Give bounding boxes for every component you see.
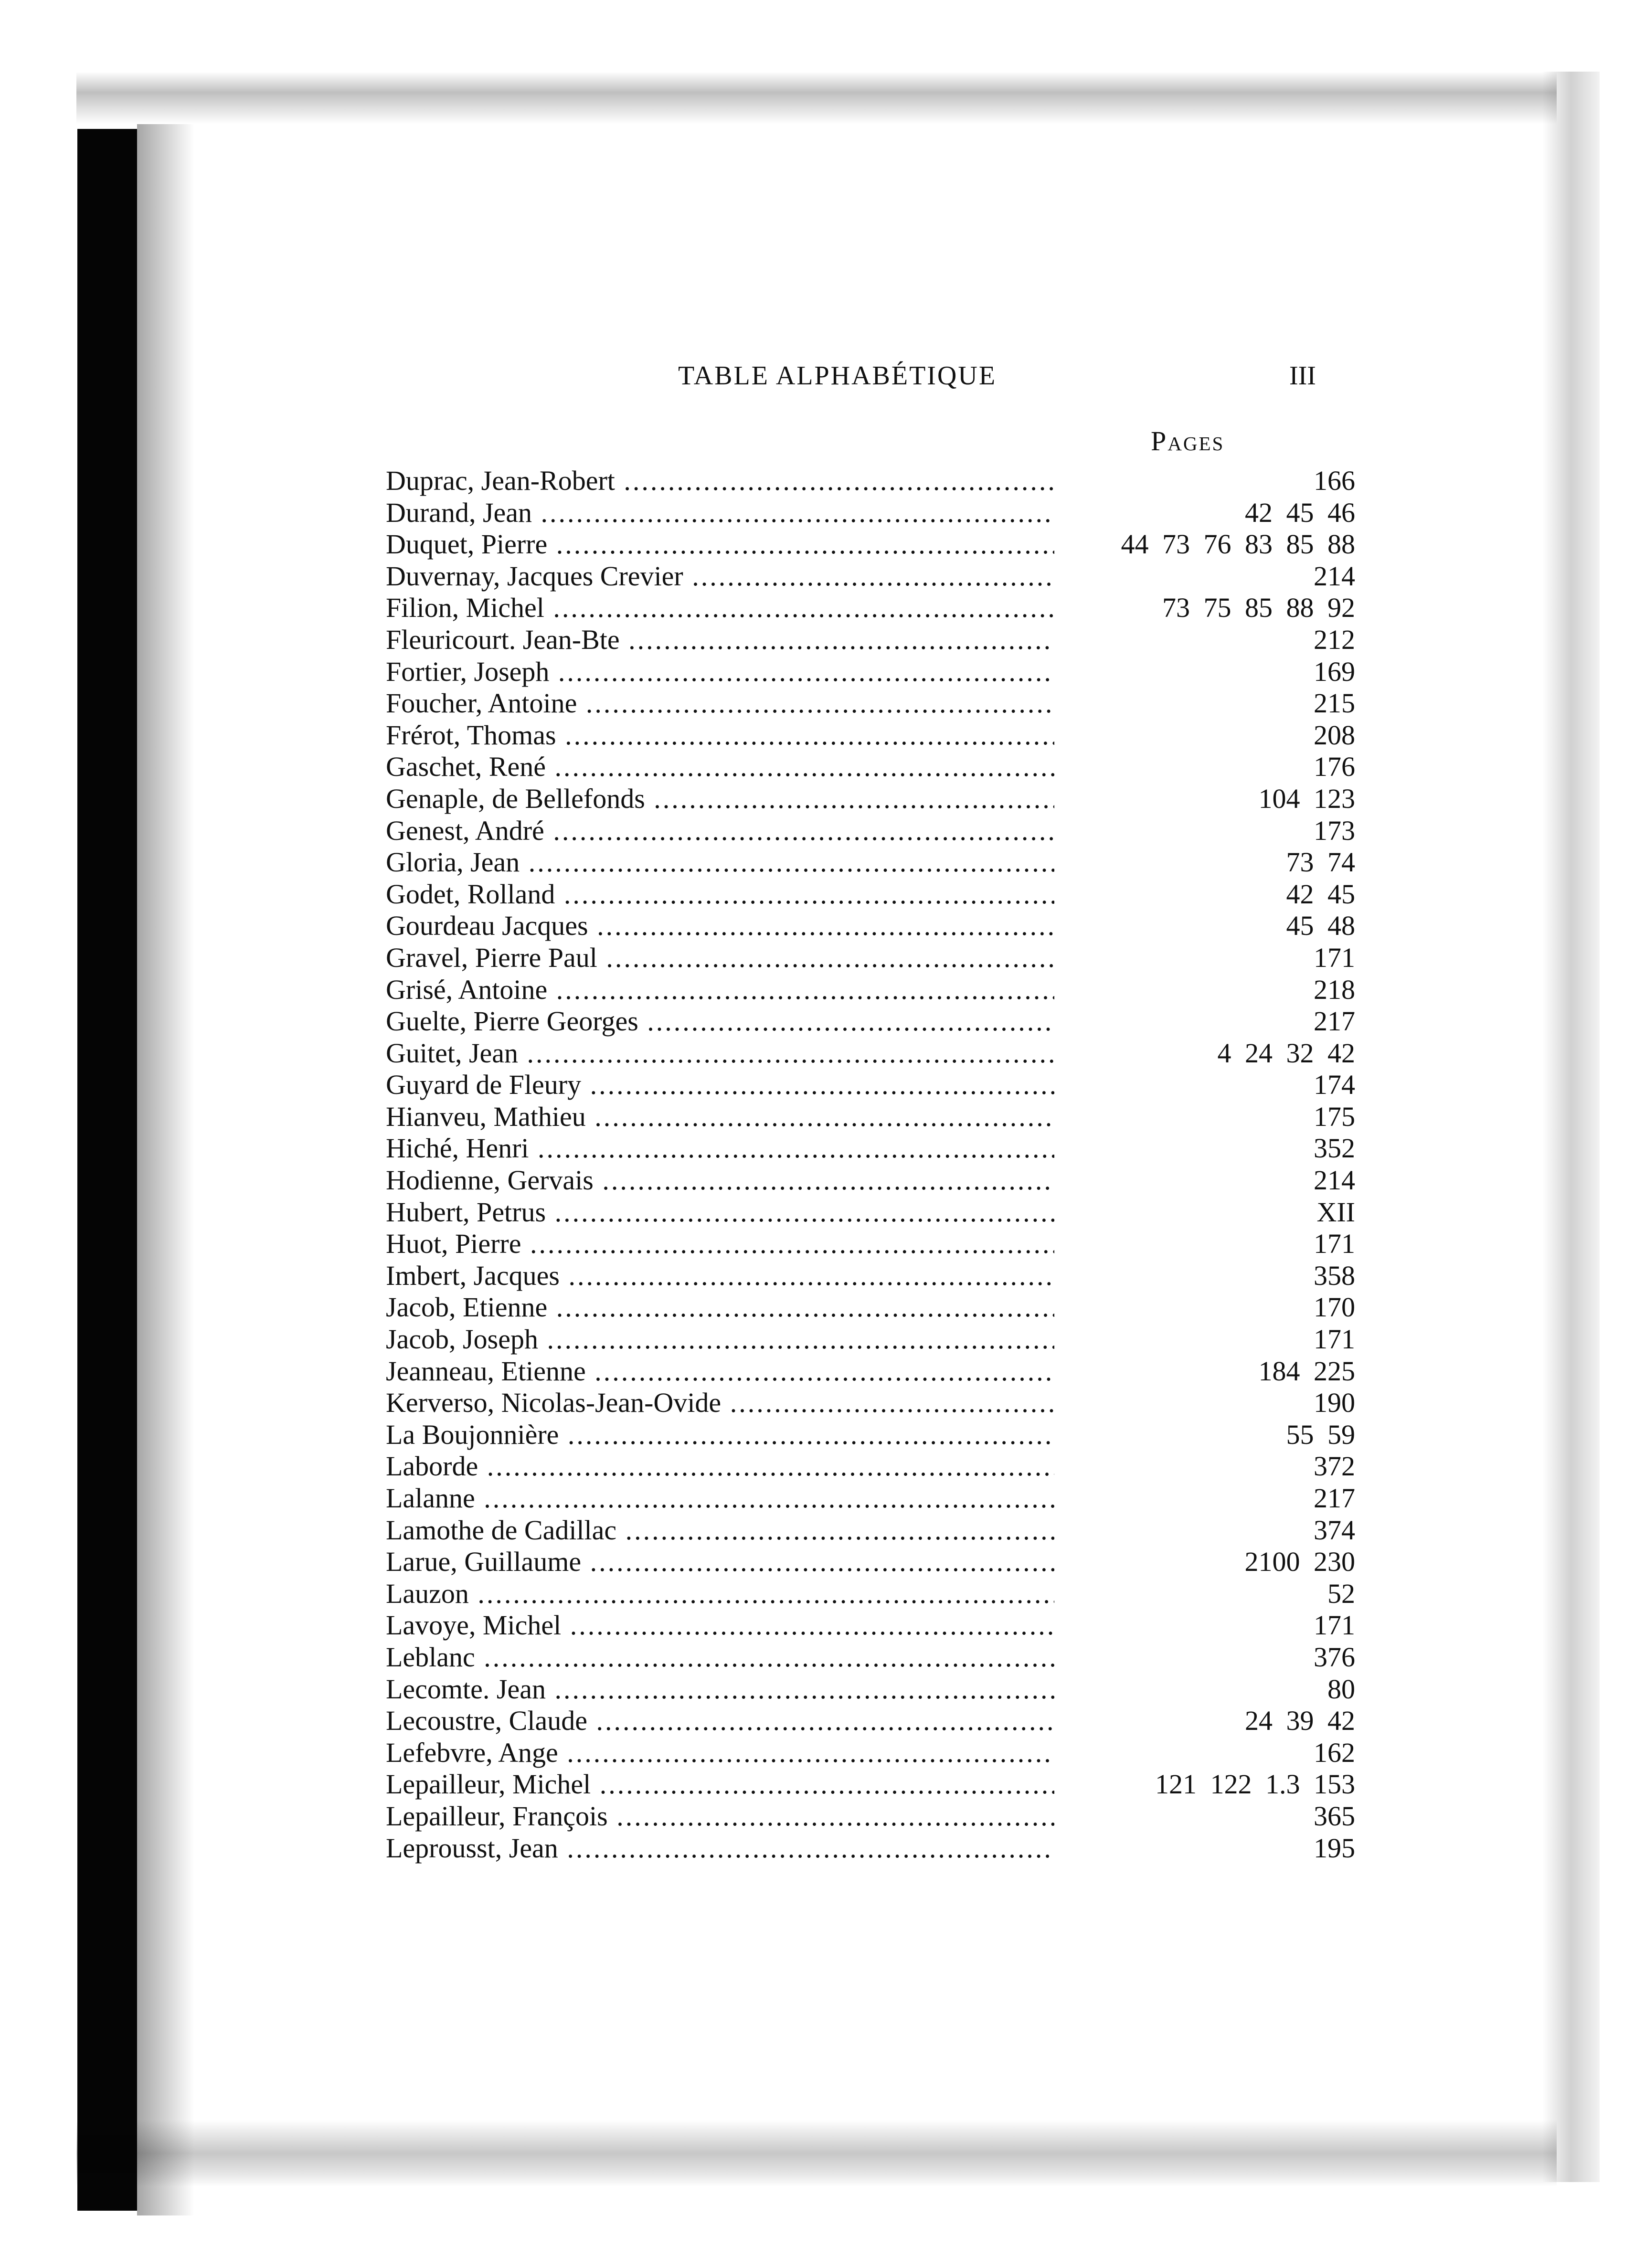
entry-name: Godet, Rolland .....	[386, 879, 1054, 910]
entry-pages: 208	[1314, 719, 1355, 751]
index-entry	[386, 1515, 1355, 1547]
index-entry	[386, 879, 1355, 911]
index-entry	[386, 1038, 1355, 1070]
entry-name: Gravel, Pierre Paul .....	[386, 942, 1054, 974]
entry-pages: 212	[1314, 624, 1355, 655]
index-entry	[386, 1387, 1355, 1419]
entry-pages: 190	[1314, 1387, 1355, 1419]
page-title: TABLE ALPHABÉTIQUE	[678, 361, 997, 391]
entry-pages: 45 48	[1286, 910, 1355, 942]
entry-name: Leblanc .....	[386, 1642, 1054, 1673]
entry-pages: 73 74	[1286, 847, 1355, 878]
entry-pages: 55 59	[1286, 1419, 1355, 1450]
entry-pages: 2100 230	[1244, 1546, 1355, 1578]
entry-name: Frérot, Thomas .....	[386, 720, 1054, 751]
entry-name: Gaschet, René .....	[386, 751, 1054, 783]
entry-pages: 173	[1314, 815, 1355, 846]
entry-pages: 214	[1314, 1165, 1355, 1196]
entry-pages: 121 122 1.3 153	[1155, 1769, 1355, 1800]
index-entry	[386, 688, 1355, 720]
index-entry	[386, 1451, 1355, 1483]
index-entry	[386, 465, 1355, 497]
entry-pages: 4 24 32 42	[1217, 1037, 1355, 1069]
entry-name: Guyard de Fleury .....	[386, 1069, 1054, 1101]
index-entry	[386, 1737, 1355, 1769]
entry-pages: 42 45 46	[1245, 497, 1355, 528]
pages-column-header: Pages	[1151, 425, 1225, 456]
entry-name: Guelte, Pierre Georges .....	[386, 1006, 1054, 1037]
index-entry	[386, 1324, 1355, 1356]
entry-pages: 214	[1314, 560, 1355, 592]
entry-pages: 162	[1314, 1737, 1355, 1768]
entry-pages: 376	[1314, 1641, 1355, 1673]
index-entry	[386, 497, 1355, 529]
entry-pages: 52	[1327, 1578, 1355, 1609]
entry-pages: 174	[1314, 1069, 1355, 1101]
entry-pages: 169	[1314, 656, 1355, 687]
entry-name: Duprac, Jean-Robert .....	[386, 465, 1054, 497]
index-entry	[386, 1260, 1355, 1292]
entry-name: Jacob, Joseph .....	[386, 1324, 1054, 1355]
index-entry	[386, 1165, 1355, 1197]
entry-pages: 80	[1327, 1673, 1355, 1705]
entry-name: Durand, Jean .....	[386, 497, 1054, 529]
entry-pages: 217	[1314, 1006, 1355, 1037]
index-entry	[386, 1228, 1355, 1260]
entry-name: Imbert, Jacques .....	[386, 1260, 1054, 1292]
entry-pages: 73 75 85 88 92	[1162, 592, 1355, 624]
entry-name: Duvernay, Jacques Crevier .....	[386, 561, 1054, 592]
entry-pages: 372	[1314, 1451, 1355, 1482]
index-entry	[386, 624, 1355, 656]
index-entry	[386, 1069, 1355, 1101]
entry-pages: 170	[1314, 1292, 1355, 1323]
entry-pages: 104 123	[1258, 783, 1355, 814]
index-entry	[386, 751, 1355, 783]
index-entry	[386, 1197, 1355, 1229]
index-entry	[386, 1705, 1355, 1737]
entry-pages: 175	[1314, 1101, 1355, 1132]
entry-name: Foucher, Antoine .....	[386, 688, 1054, 719]
entry-name: Hiché, Henri .....	[386, 1133, 1054, 1164]
index-entry	[386, 1006, 1355, 1038]
entry-pages: 217	[1314, 1483, 1355, 1514]
entry-name: La Boujonnière .....	[386, 1419, 1054, 1451]
index-entry	[386, 529, 1355, 561]
entry-name: Fortier, Joseph .....	[386, 656, 1054, 688]
index-entry	[386, 1769, 1355, 1801]
entry-name: Hianveu, Mathieu .....	[386, 1101, 1054, 1133]
entry-pages: 171	[1314, 1324, 1355, 1355]
entry-name: Laborde .....	[386, 1451, 1054, 1482]
entry-name: Guitet, Jean .....	[386, 1038, 1054, 1069]
entry-name: Genest, André .....	[386, 815, 1054, 847]
entry-pages: 24 39 42	[1245, 1705, 1355, 1737]
index-entry	[386, 1801, 1355, 1833]
index-entry	[386, 942, 1355, 974]
index-entry	[386, 1674, 1355, 1706]
entry-name: Hubert, Petrus .....	[386, 1197, 1054, 1228]
entry-pages: 358	[1314, 1260, 1355, 1291]
index-entry	[386, 1483, 1355, 1515]
entry-name: Filion, Michel .....	[386, 592, 1054, 624]
entry-name: Jacob, Etienne .....	[386, 1292, 1054, 1323]
entry-name: Lamothe de Cadillac .....	[386, 1515, 1054, 1546]
entry-pages: 166	[1314, 465, 1355, 496]
binding-fade	[137, 124, 194, 2215]
entry-name: Lepailleur, François .....	[386, 1801, 1054, 1832]
entry-name: Lavoye, Michel .....	[386, 1610, 1054, 1641]
entry-pages: 176	[1314, 751, 1355, 783]
page-edge-top	[76, 72, 1557, 124]
index-entry	[386, 847, 1355, 879]
index-entry	[386, 656, 1355, 688]
entry-pages: 171	[1314, 942, 1355, 973]
entry-pages: 195	[1314, 1832, 1355, 1864]
index-entry	[386, 910, 1355, 942]
entry-name: Lecomte. Jean .....	[386, 1674, 1054, 1705]
page-edge-bottom	[76, 2120, 1557, 2187]
index-entry	[386, 720, 1355, 752]
entry-name: Larue, Guillaume .....	[386, 1546, 1054, 1578]
entry-name: Lalanne .....	[386, 1483, 1054, 1514]
entry-name: Fleuricourt. Jean-Bte .....	[386, 624, 1054, 656]
binding-shadow	[77, 129, 137, 2211]
entry-name: Gloria, Jean .....	[386, 847, 1054, 878]
index-entry	[386, 1133, 1355, 1165]
entry-pages: 218	[1314, 974, 1355, 1005]
entry-pages: 184 225	[1258, 1355, 1355, 1387]
index-entry	[386, 783, 1355, 815]
index-entry	[386, 1642, 1355, 1674]
index-list	[386, 465, 1355, 1864]
entry-name: Jeanneau, Etienne .....	[386, 1356, 1054, 1387]
entry-pages: 42 45	[1286, 878, 1355, 910]
index-entry	[386, 1419, 1355, 1451]
index-entry	[386, 1101, 1355, 1133]
index-entry	[386, 815, 1355, 847]
entry-pages: 171	[1314, 1228, 1355, 1260]
entry-name: Leprousst, Jean .....	[386, 1833, 1054, 1864]
index-entry	[386, 592, 1355, 624]
entry-pages: 215	[1314, 688, 1355, 719]
entry-pages: 44 73 76 83 85 88	[1121, 529, 1355, 560]
entry-name: Hodienne, Gervais .....	[386, 1165, 1054, 1196]
entry-name: Kerverso, Nicolas-Jean-Ovide .....	[386, 1387, 1054, 1419]
entry-pages: 365	[1314, 1800, 1355, 1832]
entry-name: Duquet, Pierre .....	[386, 529, 1054, 560]
index-entry	[386, 1292, 1355, 1324]
entry-name: Huot, Pierre .....	[386, 1228, 1054, 1260]
entry-name: Lefebvre, Ange .....	[386, 1737, 1054, 1769]
index-entry	[386, 1356, 1355, 1388]
entry-pages: XII	[1316, 1196, 1355, 1228]
page-number: III	[1289, 361, 1316, 391]
index-entry	[386, 561, 1355, 593]
index-entry	[386, 974, 1355, 1006]
entry-pages: 352	[1314, 1133, 1355, 1164]
entry-pages: 171	[1314, 1610, 1355, 1641]
index-entry	[386, 1546, 1355, 1578]
entry-name: Grisé, Antoine .....	[386, 974, 1054, 1006]
entry-name: Lepailleur, Michel .....	[386, 1769, 1054, 1800]
entry-name: Gourdeau Jacques .....	[386, 910, 1054, 942]
index-entry	[386, 1610, 1355, 1642]
entry-name: Lauzon .....	[386, 1578, 1054, 1610]
entry-pages: 374	[1314, 1514, 1355, 1546]
page-edge-right	[1542, 72, 1600, 2182]
entry-name: Lecoustre, Claude .....	[386, 1705, 1054, 1737]
index-entry	[386, 1578, 1355, 1610]
index-entry	[386, 1833, 1355, 1865]
entry-name: Genaple, de Bellefonds .....	[386, 783, 1054, 815]
